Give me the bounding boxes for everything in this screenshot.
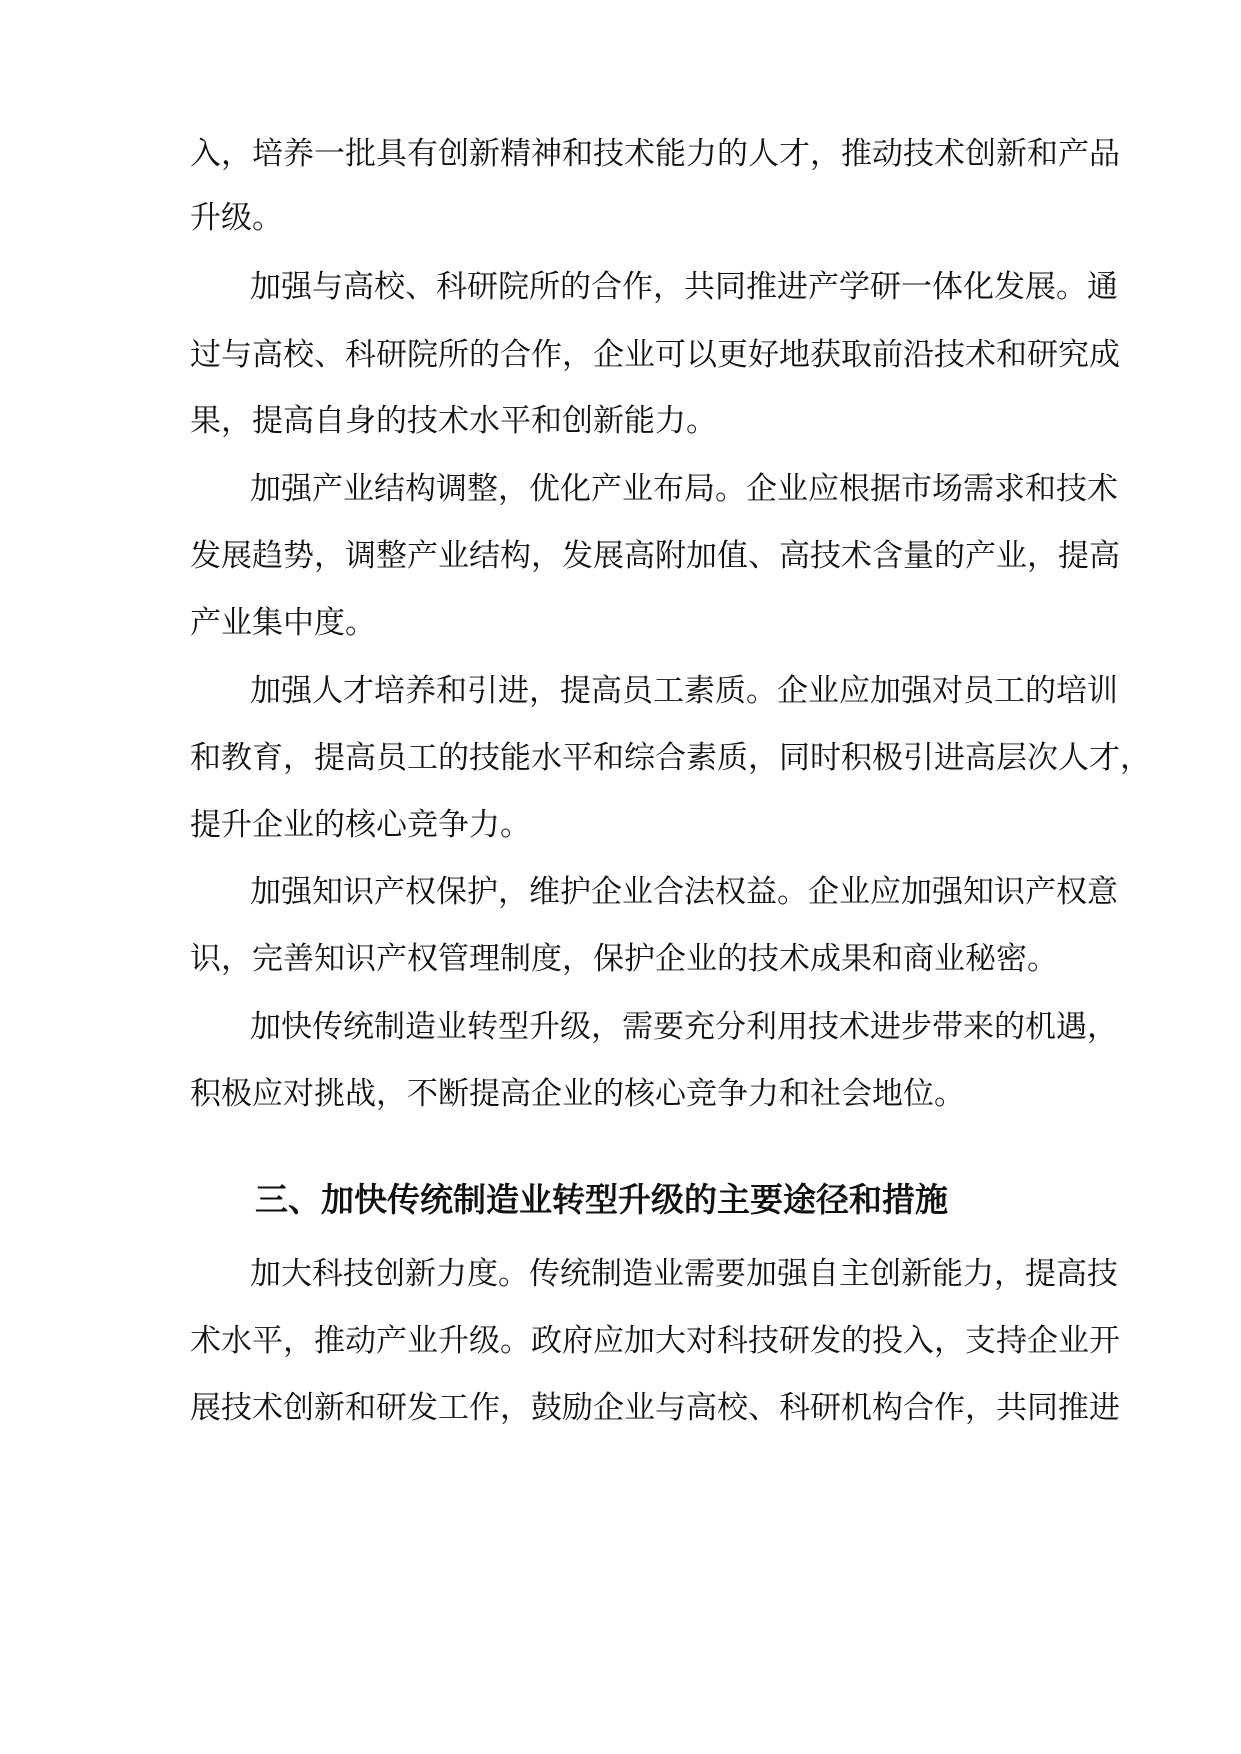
paragraph-6-line-1: 加快传统制造业转型升级，需要充分利用技术进步带来的机遇， <box>250 1009 1118 1045</box>
paragraph-3-line-3: 产业集中度。 <box>190 605 376 641</box>
paragraph-1-line-1: 入，培养一批具有创新精神和技术能力的人才，推动技术创新和产品 <box>190 136 1120 172</box>
paragraph-4-line-2: 和教育，提高员工的技能水平和综合素质，同时积极引进高层次人才， <box>190 740 1151 776</box>
paragraph-5-line-2: 识，完善知识产权管理制度，保护企业的技术成果和商业秘密。 <box>190 941 1058 977</box>
paragraph-6-line-2: 积极应对挑战，不断提高企业的核心竞争力和社会地位。 <box>190 1076 965 1112</box>
paragraph-4-line-3: 提升企业的核心竞争力。 <box>190 807 531 843</box>
paragraph-7-line-1: 加大科技创新力度。传统制造业需要加强自主创新能力，提高技 <box>250 1256 1118 1292</box>
paragraph-3-line-1: 加强产业结构调整，优化产业布局。企业应根据市场需求和技术 <box>250 471 1118 507</box>
paragraph-4-line-1: 加强人才培养和引进，提高员工素质。企业应加强对员工的培训 <box>250 673 1118 709</box>
paragraph-7-line-2: 术水平，推动产业升级。政府应加大对科技研发的投入，支持企业开 <box>190 1323 1120 1359</box>
section-heading: 三、加快传统制造业转型升级的主要途径和措施 <box>255 1180 948 1219</box>
paragraph-2-line-3: 果，提高自身的技术水平和创新能力。 <box>190 403 717 439</box>
paragraph-1-line-2: 升级。 <box>190 200 283 236</box>
paragraph-3-line-2: 发展趋势，调整产业结构，发展高附加值、高技术含量的产业，提高 <box>190 538 1120 574</box>
paragraph-7-line-3: 展技术创新和研发工作，鼓励企业与高校、科研机构合作，共同推进 <box>190 1390 1120 1426</box>
paragraph-2-line-2: 过与高校、科研院所的合作，企业可以更好地获取前沿技术和研究成 <box>190 337 1120 373</box>
paragraph-5-line-1: 加强知识产权保护，维护企业合法权益。企业应加强知识产权意 <box>250 874 1118 910</box>
paragraph-2-line-1: 加强与高校、科研院所的合作，共同推进产学研一体化发展。通 <box>250 269 1118 305</box>
